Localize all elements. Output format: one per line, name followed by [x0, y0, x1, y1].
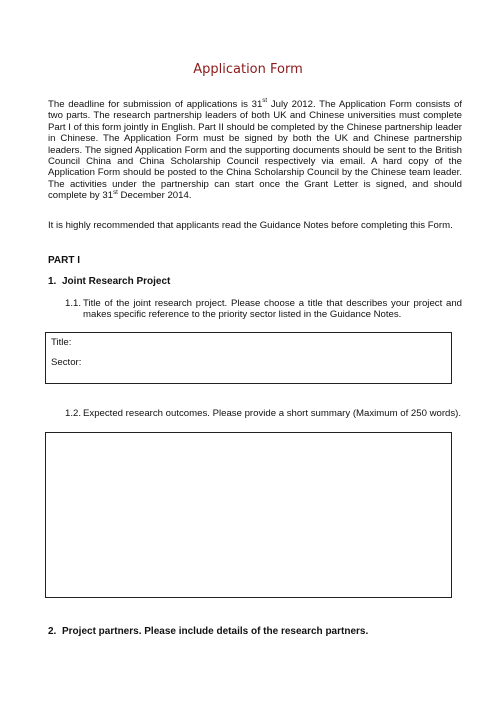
- item-1-2-text: Expected research outcomes. Please provide a short summary (Maximum of 250 words).: [83, 408, 462, 419]
- intro-text-c: December 2014.: [117, 190, 192, 202]
- research-outcomes-field[interactable]: [45, 432, 452, 598]
- item-1-1-number: 1.1.: [65, 298, 82, 309]
- ordinal-suffix-2: st: [113, 188, 118, 196]
- ordinal-suffix-1: st: [262, 97, 268, 105]
- item-1-1: [65, 298, 462, 321]
- title-label: Title:: [51, 337, 72, 348]
- sector-label: Sector:: [51, 357, 82, 368]
- intro-text-b: July 2012. The Application Form consists of two parts. The research partnership leaders of both UK and Chinese universities must complete Part I of this form jointly in English. Part II should be completed by the Chinese partnership leader in Chinese. The Application Form must be signed by both the UK and Chinese partnership leaders. The signed Application Form and the supporting documents should be sent to the British Council China and China Scholarship Council respectively via email. A hard copy of the Application Form should be posted to the China Scholarship Council by the Chinese team leader. The activities under the partnership can start once the Grant Letter is signed, and should complete by 31: [48, 99, 462, 202]
- item-1-1-text: Title of the joint research project. Please choose a title that describes your project and makes specific reference to the priority sector listed in the Guidance Notes.: [83, 298, 462, 321]
- section-1-heading: Joint Research Project: [62, 276, 171, 287]
- section-2-heading: Project partners. Please include details of the research partners.: [62, 626, 369, 637]
- intro-paragraph: [48, 99, 462, 202]
- part-heading: PART I: [48, 255, 81, 266]
- item-1-2: [65, 408, 462, 419]
- intro-text-a: The deadline for submission of applications is 31: [48, 99, 263, 110]
- section-2-number: 2.: [48, 626, 57, 637]
- title-sector-field[interactable]: [45, 332, 452, 384]
- guidance-paragraph: It is highly recommended that applicants read the Guidance Notes before completing this Form.: [48, 220, 453, 231]
- section-1-number: 1.: [48, 276, 57, 287]
- item-1-2-number: 1.2.: [65, 408, 82, 419]
- page-title: Application Form: [193, 62, 303, 77]
